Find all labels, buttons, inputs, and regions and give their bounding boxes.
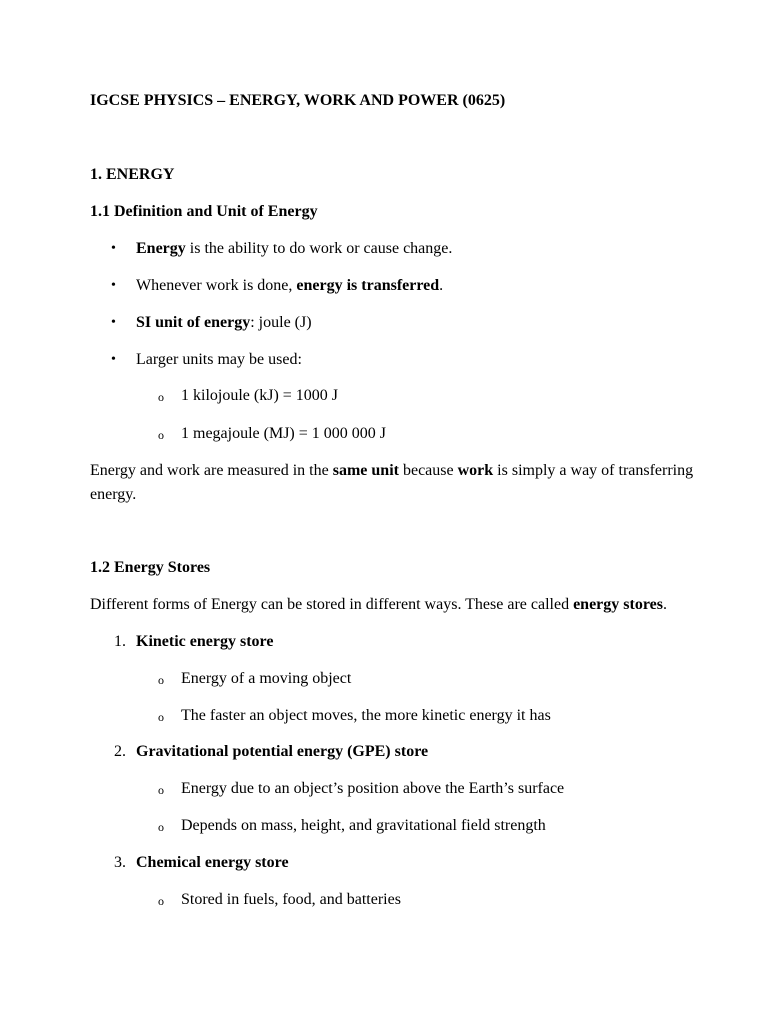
paragraph-text: . bbox=[662, 596, 667, 613]
bold-term: same unit bbox=[332, 462, 399, 479]
bullet-marker: • bbox=[111, 278, 116, 293]
bullet-item-larger-units: Larger units may be used: bbox=[136, 351, 302, 368]
sub-bullet-marker: o bbox=[158, 820, 164, 834]
bullet-item-energy-transfer bbox=[136, 276, 443, 296]
sub-bullet-marker: o bbox=[158, 894, 164, 908]
sub-bullet-item: Stored in fuels, food, and batteries bbox=[181, 891, 401, 908]
paragraph-text: Different forms of Energy can be stored in different ways. These are called bbox=[90, 596, 574, 613]
sub-bullet-marker: o bbox=[158, 710, 164, 724]
bold-term: energy stores bbox=[573, 596, 663, 613]
bullet-text: Whenever work is done, bbox=[136, 277, 297, 294]
paragraph-same-unit-continued: energy. bbox=[90, 486, 137, 503]
bold-term: SI unit of energy bbox=[136, 314, 251, 331]
sub-bullet-marker: o bbox=[158, 390, 164, 404]
sub-bullet-marker: o bbox=[158, 783, 164, 797]
list-number: 3. bbox=[114, 854, 126, 871]
sub-bullet-item-kilojoule: 1 kilojoule (kJ) = 1000 J bbox=[181, 387, 339, 404]
bold-term: work bbox=[457, 462, 494, 479]
document-title: IGCSE PHYSICS – ENERGY, WORK AND POWER (0625) bbox=[90, 92, 506, 109]
paragraph-text: Energy and work are measured in the bbox=[90, 462, 333, 479]
list-item-chemical-title: Chemical energy store bbox=[136, 854, 289, 871]
sub-bullet-item: Energy due to an object’s position above the Earth’s surface bbox=[181, 780, 565, 797]
bullet-text: is the ability to do work or cause change. bbox=[185, 240, 453, 257]
bullet-marker: • bbox=[111, 315, 116, 330]
paragraph-energy-stores-intro bbox=[90, 595, 667, 615]
bold-term: Energy bbox=[136, 240, 186, 257]
sub-bullet-item: Depends on mass, height, and gravitational field strength bbox=[181, 817, 546, 834]
bullet-marker: • bbox=[111, 241, 116, 256]
sub-bullet-marker: o bbox=[158, 673, 164, 687]
bullet-item-si-unit bbox=[136, 313, 312, 333]
bullet-item-energy-definition bbox=[136, 239, 452, 259]
bullet-marker: • bbox=[111, 352, 116, 367]
paragraph-text: is simply a way of transferring bbox=[493, 462, 694, 479]
sub-bullet-marker: o bbox=[158, 428, 164, 442]
section-heading-energy: 1. ENERGY bbox=[90, 166, 175, 183]
sub-bullet-item-megajoule: 1 megajoule (MJ) = 1 000 000 J bbox=[181, 425, 386, 442]
list-number: 1. bbox=[114, 633, 126, 650]
sub-bullet-item: The faster an object moves, the more kinetic energy it has bbox=[181, 707, 551, 724]
list-number: 2. bbox=[114, 743, 126, 760]
bullet-text: . bbox=[439, 277, 444, 294]
list-item-kinetic-title: Kinetic energy store bbox=[136, 633, 274, 650]
subsection-heading-definition: 1.1 Definition and Unit of Energy bbox=[90, 203, 318, 220]
paragraph-same-unit bbox=[90, 461, 693, 481]
sub-bullet-item: Energy of a moving object bbox=[181, 670, 352, 687]
bullet-text: : joule (J) bbox=[250, 314, 312, 331]
subsection-heading-energy-stores: 1.2 Energy Stores bbox=[90, 559, 211, 576]
paragraph-text: because bbox=[398, 462, 458, 479]
list-item-gpe-title: Gravitational potential energy (GPE) store bbox=[136, 743, 429, 760]
bold-term: energy is transferred bbox=[296, 277, 440, 294]
